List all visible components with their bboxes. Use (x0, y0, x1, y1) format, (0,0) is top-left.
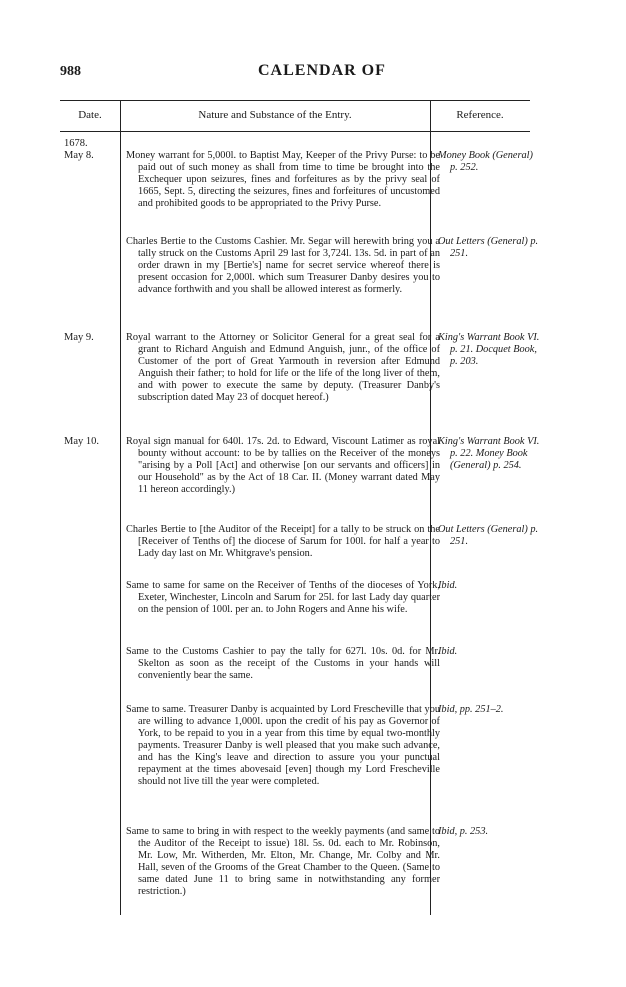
entry-text: Same to same for same on the Receiver of Tenths of the dioceses of York, Exeter, Winchester, Lincoln and Sarum for 25l. for last Lady day quarter on the pension of 100l. per an. to John Rogers and Anne his wife. (126, 580, 440, 615)
entry-date: May 10. (64, 436, 99, 447)
entry-reference: Ibid, p. 253. (438, 826, 489, 837)
entry-text: Same to same. Treasurer Danby is acquainted by Lord Frescheville that you are willing to advance 1,000l. upon the credit of his pay as Governor of York, to be repaid to you in a year from this time by equal two-monthly payments. Treasurer Danby is well pleased that you make such advance, and has the King's leave and direction to assure you your punctual repayment at the times abovesaid [even] though my Lord Frescheville should not live till the year were completed. (126, 704, 440, 787)
entry-text: Royal warrant to the Attorney or Solicitor General for a great seal for a grant to Richard Anguish and Edmund Anguish, junr., of the office of Customer of the port of Great Yarmouth in reversion after Edmund Anguish their father; to hold for life or the life of the long liver of them, and with power to execute the same by deputy. (Treasurer Danby's subscription dated May 23 of docquet hereof.) (126, 332, 440, 403)
entry-reference: Money Book (General) p. 252. (438, 150, 533, 173)
entry-date: May 9. (64, 332, 94, 343)
entry-reference: King's Warrant Book VI. p. 22. Money Book (General) p. 254. (438, 436, 540, 471)
entry-reference: Out Letters (General) p. 251. (438, 236, 539, 259)
entry-date: 1678. May 8. (64, 138, 94, 161)
column-divider (120, 100, 121, 915)
entry-reference: King's Warrant Book VI. p. 21. Docquet Book, p. 203. (438, 332, 540, 367)
running-title: CALENDAR OF (258, 62, 386, 79)
running-header (60, 64, 530, 88)
entry-reference: Ibid. (438, 580, 458, 591)
column-header-date: Date. (78, 109, 102, 121)
column-header-reference: Reference. (456, 109, 504, 121)
table-header (60, 100, 530, 132)
entry-text: Same to same to bring in with respect to the weekly payments (and same to the Auditor of the Receipt to issue) 18l. 5s. 0d. each to Mr. Robinson, Mr. Low, Mr. Witherden, Mr. Elton, Mr. Change, Mr. Colby and Mr. Hall, seven of the Grooms of the Great Chamber to the Queen. (Same to same dated June 11 to bring same in notwithstanding any former restriction.) (126, 826, 440, 897)
column-header-nature: Nature and Substance of the Entry. (198, 109, 352, 121)
entry-text: Same to the Customs Cashier to pay the tally for 627l. 10s. 0d. for Mr. Skelton as soon as the receipt of the Customs in your hands will conveniently bear the same. (126, 646, 440, 681)
entry-text: Royal sign manual for 640l. 17s. 2d. to Edward, Viscount Latimer as royal bounty without account: to be by tallies on the Receiver of the moneys "arising by a Poll [Act] and otherwise [on our servants and officers] in our Household" as by the Act of 18 Car. II. (Money warrant dated May 11 hereon accordingly.) (126, 436, 440, 495)
entry-reference: Ibid. (438, 646, 458, 657)
entry-text: Money warrant for 5,000l. to Baptist May, Keeper of the Privy Purse: to be paid out of such money as shall from time to time be brought into the Exchequer upon seizures, fines and forfeitures as by the privy seal of 1665, Sept. 5, directing the seizures, fines and forfeitures of uncustomed and prohibited goods to be appropriated to the Privy Purse. (126, 150, 440, 209)
entry-text: Charles Bertie to the Customs Cashier. Mr. Segar will herewith bring you a tally struck on the Customs April 29 last for 3,724l. 13s. 5d. in part of an order drawn in my [Bertie's] name for secret service whereof there is present occasion for 2,000l. which sum Treasurer Danby desires you to advance forthwith and you shall be allowed interest as formerly. (126, 236, 440, 295)
page-number: 988 (60, 64, 81, 79)
entry-reference: Ibid, pp. 251–2. (438, 704, 504, 715)
entry-reference: Out Letters (General) p. 251. (438, 524, 539, 547)
entry-text: Charles Bertie to [the Auditor of the Receipt] for a tally to be struck on the [Receiver of Tenths of] the diocese of Sarum for 100l. for half a year to Lady day last on Mr. Whitgrave's pension. (126, 524, 440, 559)
column-divider (430, 100, 431, 915)
